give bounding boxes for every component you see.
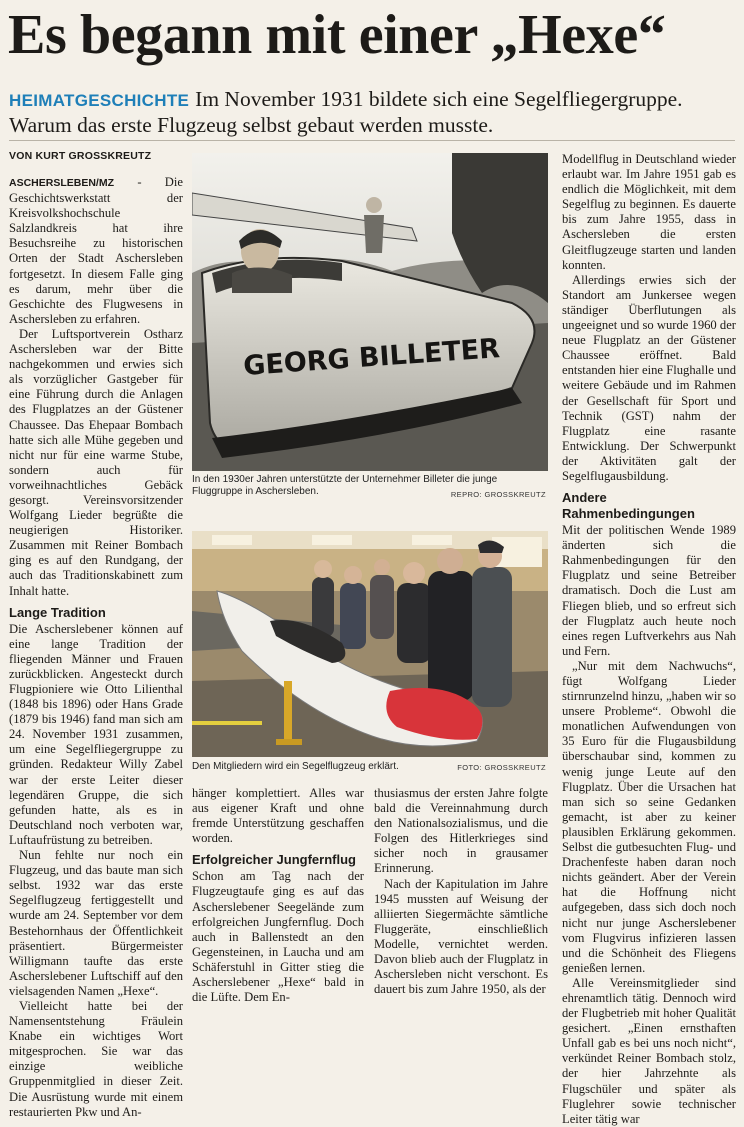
photo-credit: FOTO: GROSSKREUTZ [457,763,546,772]
headline: Es begann mit einer „Hexe“ [8,4,666,66]
kicker: HEIMATGESCHICHTE [9,91,190,110]
subheadline [9,87,735,137]
paragraph: Vielleicht hatte bei der Namensentstehung Fräulein Knabe ein wichtiges Wort mitgesprochen. Sie war das einzige weibliche Gruppenmitglied in dieser Zeit. Die Ausrüstung wurde mit einem restaurierten Pkw und An- [9,998,183,1119]
paragraph: Nun fehlte nur noch ein Flugzeug, und das baute man sich selbst. 1932 war das erste Segelflugzeug fertiggestellt und wurde am 24. September vor dem Bestehornhaus der Öffentlichkeit präsentiert. Bürgermeister Willigmann taufte das erste Ascherslebener Luftschiff auf den vielsagenden Namen „Hexe“. [9,848,183,998]
photo-glider-pilot [192,153,548,471]
paragraph: thusiasmus der ersten Jahre folgte bald die Vereinnahmung durch den Nationalsozialismus, und die Folgen des Hitlerkrieges sind sicher noch in grausamer Erinnerung. [374,786,548,876]
article-column-2 [192,786,364,1005]
paragraph: Modellflug in Deutschland wieder erlaubt war. Im Jahre 1951 gab es endlich die Möglichkeit, mit dem Segelflug zu beginnen. Es dauerte bis zum Jahre 1955, dass in Aschersleben die ersten Gleitflugzeuge starten und landen konnten. [562,152,736,272]
photo-caption: Den Mitgliedern wird ein Segelflugzeug erklärt. [192,761,399,772]
paragraph-text: - Die Geschichtswerkstatt der Kreisvolkshochschule Salzlandkreis hat ihre Besuchsreihe zu historischen Orten der Stadt Aschersleben fortgesetzt. In diesem Falle ging es darum, mehr über die Geschichte des Flugwesens in Aschersleben zu erfahren. [9,175,183,326]
paragraph: „Nur mit dem Nachwuchs“, fügt Wolfgang Lieder stirnrunzelnd hinzu, „haben wir so unsere Probleme“. Obwohl die monatlichen Aufwendungen von 35 Euro für die Flugausbildung überschaubar sind, kommen zu wenig junge Leute auf den Flugplatz. Über die Ursachen hat man sich so seine Gedanken gemacht, ist aber zu keiner plausiblen Erklärung gekommen. Selbst die gutbesuchten Flug- und Drachenfeste haben daran noch nichts geändert. Aber der Verein hat die Hoffnung nicht aufgegeben, dass sich doch noch nicht nur junge Ascherslebener vom Flugvirus infizieren lassen und die Schönheit des Fliegens genießen lernen. [562,658,736,975]
photo-credit: REPRO: GROSSKREUTZ [450,490,546,499]
dateline: ASCHERSLEBEN/MZ [9,177,115,189]
fuselage-lettering: GEORG BILLETER [242,333,501,382]
paragraph: Die Ascherslebener können auf eine lange Tradition der fliegenden Männer und Frauen zurückblicken. Angesteckt durch Flugpioniere wie Otto Lilienthal (1848 bis 1896) oder Hans Grade (1879 bis 1946) fand man sich am 24. November 1931 zusammen, um eine Segelfliegergruppe zu gründen. Redakteur Willy Zabel war der erste Leiter dieser legendären Gruppe, die sich gefunden hatte, als es in Deutschland noch verboten war, Luftaufrüstung zu betreiben. [9,621,183,847]
divider [9,140,735,141]
paragraph [9,175,183,327]
photo-glider-hangar [192,531,548,757]
paragraph: Allerdings erwies sich der Standort am Junkersee wegen ständiger Überflutungen als ungeeignet und so wurde 1960 der neue Flugplatz an der Güstener Chaussee eröffnet. Bald entstanden hier eine Flughalle und weitere Gebäude und im Rahmen der Gesellschaft für Sport und Technik (GST) nahm der Flugplatz eine rasante Entwicklung. Der Schwerpunkt der Aktivitäten galt der Segelflugausbildung. [562,272,736,483]
subheading: Andere Rahmenbedingungen [562,490,695,522]
photo-caption: In den 1930er Jahren unterstützte der Unternehmer Billeter die junge Fluggruppe in Aschersleben. [192,474,498,497]
paragraph: hänger komplettiert. Alles war aus eigener Kraft und ohne fremde Unterstützung geschaffen worden. [192,786,364,846]
paragraph: Mit der politischen Wende 1989 änderten sich die Rahmenbedingungen für den Flugplatz und seine Betreiber dramatisch. Doch die Lust am Fliegen blieb, und so erfreut sich der Flugplatz auch heute noch eines regen Luftverkehrs aus Nah und Fern. [562,523,736,658]
paragraph: Nach der Kapitulation im Jahre 1945 mussten auf Weisung der alliierten Siegermächte sämtliche Fluggeräte, einschließlich Modelle, vernichtet werden. Davon blieb auch der Flugplatz in Aschersleben nicht verschont. Es dauert bis zum Jahre 1950, als der [374,876,548,997]
paragraph: Der Luftsportverein Ostharz Aschersleben war der Bitte nachgekommen und erwies sich als vorzüglicher Gastgeber für eine Führung durch die Anlagen des Flugplatzes an der Güstener Chaussee. Das Ehepaar Bombach hatte sich alle Mühe gegeben und nicht nur für eine warme Stube, sondern auch für vorweihnachtliches Gebäck gesorgt. Vereinsvorsitzender Wolfgang Lieder begrüßte die neugierigen Historiker. Zusammen mit Reiner Bombach ging es auf den Rundgang, der auch das Traditionskabinett zum Inhalt hatte. [9,326,183,598]
article-column-3 [374,786,548,997]
subheading: Lange Tradition [9,604,106,620]
paragraph: Alle Vereinsmitglieder sind ehrenamtlich tätig. Dennoch wird der Flugbetrieb mit hoher Qualität gesichert. „Einen ernsthaften Unfall gab es bei uns noch nicht“, verkündet Reiner Bombach stolz, der hier Jahrzehnte als Flugschüler und später als Fluglehrer sowie technischer Leiter tätig war [562,975,736,1126]
subheadline-text: Im November 1931 bildete sich eine Segelfliegergruppe. Warum das erste Flugzeug selbst gebaut werden musste. [9,87,683,137]
article-column-1 [9,175,183,1120]
hangar-photo-illustration [192,531,548,757]
glider-photo-illustration [192,153,548,471]
paragraph: Schon am Tag nach der Flugzeugtaufe ging es auf das Ascherslebener Seegelände zum erfolgreichen Jungfernflug. Doch auch in Ballenstedt an den Gegensteinen, in Laucha und am Schäferstuhl in Gitter stieg die Ascherslebener „Hexe“ bald in die Lüfte. Dem En- [192,869,364,1005]
byline: VON KURT GROSSKREUTZ [9,150,152,162]
subheading: Erfolgreicher Jungfernflug [192,852,356,868]
article-column-4 [562,152,736,1127]
